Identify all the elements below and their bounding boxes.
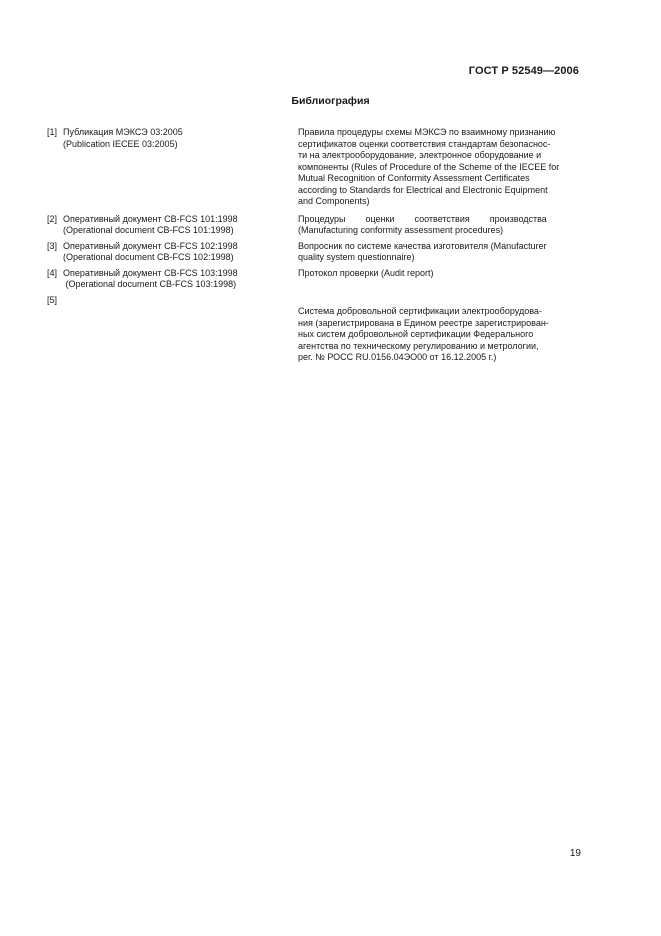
entry-description-line: according to Standards for Electrical and Electronic Equipment (298, 184, 548, 195)
entry-source-column (47, 127, 298, 208)
entry-source-column (47, 295, 298, 364)
entry-description (298, 127, 583, 208)
entry-description-line: ти на электрооборудование, электронное оборудование и (298, 150, 542, 160)
entry-description-line: ных систем добровольной сертификации Федерального (298, 329, 534, 339)
entry-source (63, 268, 298, 291)
bibliography-entry (47, 241, 583, 264)
bibliography-entry (47, 214, 583, 237)
bibliography-title: Библиография (291, 95, 370, 107)
bibliography-entry (47, 295, 583, 364)
entry-description-line: Протокол проверки (Audit report) (298, 267, 434, 278)
entry-source (63, 295, 298, 364)
bibliography-entry (47, 127, 583, 208)
entry-description-line: Система добровольной сертификации электрооборудова- (298, 306, 542, 316)
entry-source (63, 214, 298, 237)
document-header-code: ГОСТ Р 52549—2006 (468, 65, 579, 77)
entry-number: [1] (47, 127, 58, 137)
entry-source-line: Оперативный документ CB-FCS 102:1998 (63, 240, 238, 251)
entry-source (63, 127, 298, 208)
entry-source-column (47, 214, 298, 237)
entry-number: [2] (47, 213, 58, 224)
entry-number: [4] (47, 267, 58, 278)
entry-description-line: (Manufacturing conformity assessment procedures) (298, 225, 504, 235)
entry-description-line: компоненты (Rules of Procedure of the Scheme of the IECEE for (298, 161, 560, 172)
entry-description (298, 295, 583, 364)
entry-description-line: Вопросник по системе качества изготовителя (Manufacturer (298, 240, 547, 251)
entry-source-column (47, 268, 298, 291)
entry-description-line: сертификатов оценки соответствия стандартам безопаснос- (298, 138, 551, 149)
entry-description-line: and Components) (298, 196, 370, 206)
entry-source-line: (Operational document CB-FCS 103:1998) (63, 279, 237, 289)
entry-description-line (298, 295, 583, 307)
entry-source-line: (Operational document CB-FCS 102:1998) (63, 252, 234, 262)
entry-description (298, 241, 583, 264)
entry-source-line: Оперативный документ CB-FCS 101:1998 (63, 213, 238, 224)
entry-description-line: рег. № РОСС RU.0156.04ЭО00 от 16.12.2005 г.) (298, 352, 497, 362)
entry-description-line: Правила процедуры схемы МЭКСЭ по взаимному признанию (298, 127, 556, 137)
entry-description (298, 214, 583, 237)
entry-description-line: Mutual Recognition of Conformity Assessment Certificates (298, 173, 530, 183)
entry-description-line: ния (зарегистрирована в Едином реестре зарегистрирован- (298, 317, 549, 328)
bibliography-list (47, 127, 583, 364)
entry-number: [5] (47, 294, 58, 305)
page-number: 19 (569, 848, 581, 859)
entry-source-line: Публикация МЭКСЭ 03:2005 (63, 127, 183, 137)
entry-description-line: агентства по техническому регулированию и метрологии, (298, 340, 539, 351)
bibliography-entry (47, 268, 583, 291)
entry-source-line: Оперативный документ CB-FCS 103:1998 (63, 267, 238, 278)
entry-source (63, 241, 298, 264)
entry-description (298, 268, 583, 291)
entry-source-line: (Operational document CB-FCS 101:1998) (63, 225, 234, 235)
entry-source-column (47, 241, 298, 264)
entry-description-line: quality system questionnaire) (298, 252, 415, 262)
entry-number: [3] (47, 240, 58, 251)
entry-description-line: Процедуры оценки соответствия производства (298, 213, 547, 224)
entry-source-line: (Publication IECEE 03:2005) (63, 138, 178, 149)
